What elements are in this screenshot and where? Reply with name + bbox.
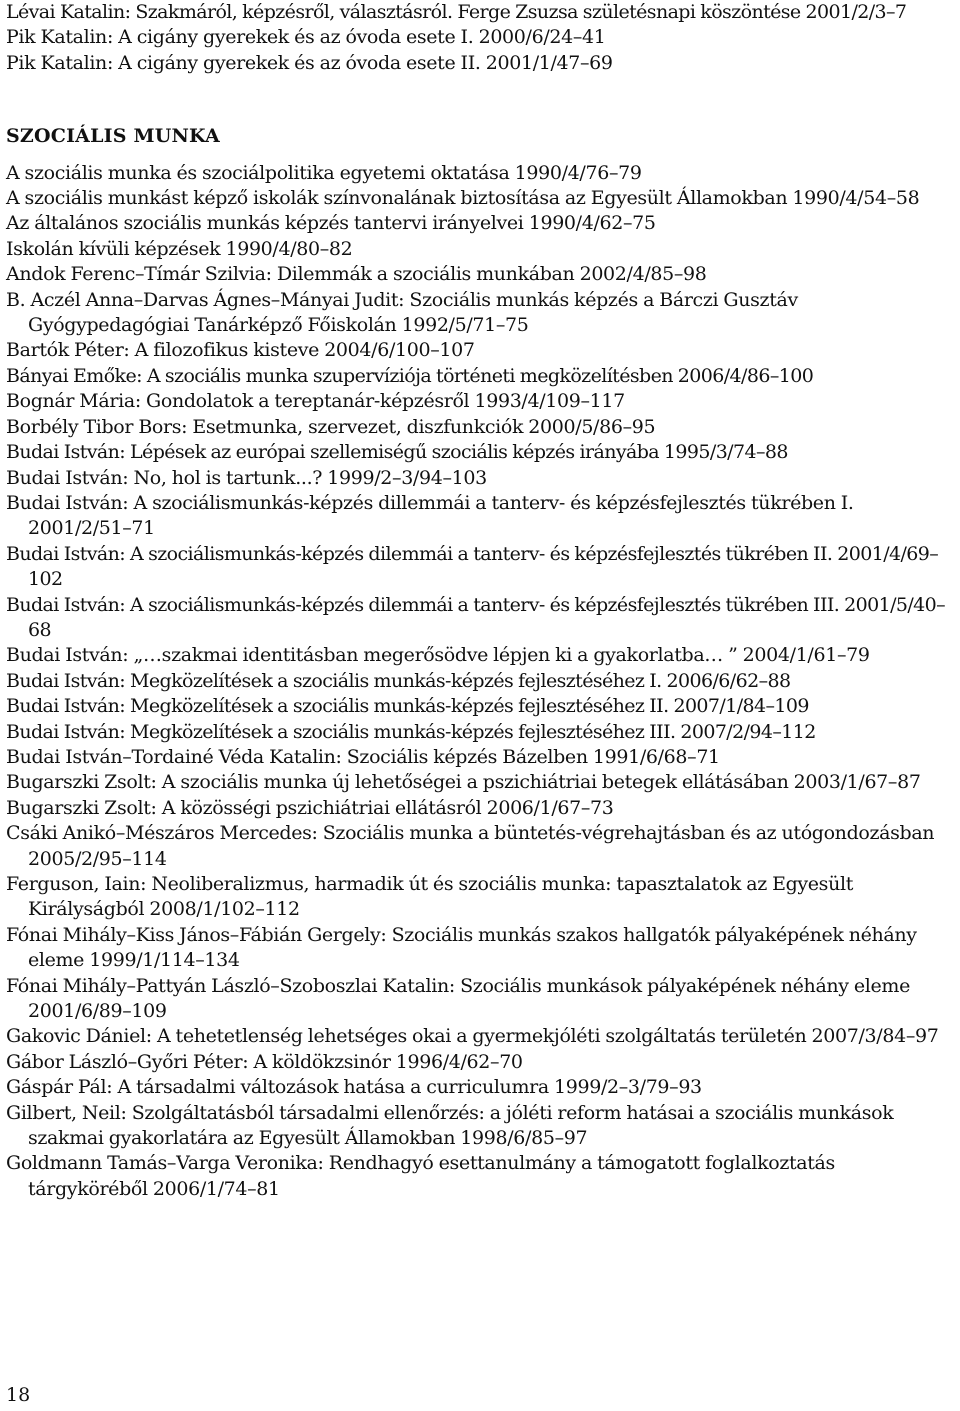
bibliography-entry: Goldmann Tamás–Varga Veronika: Rendhagyó esettanulmány a támogatott foglalkoztatás tárgyköréből 2006/1/74–81 — [6, 1152, 835, 1200]
bibliography-entry: Ferguson, Iain: Neoliberalizmus, harmadik út és szociális munka: tapasztalatok az Egyesült Királyságból 2008/1/102–112 — [6, 873, 853, 921]
bibliography-entry: Bartók Péter: A filozofikus kisteve 2004/6/100–107 — [6, 339, 475, 362]
bibliography-entry: Iskolán kívüli képzések 1990/4/80–82 — [6, 237, 353, 260]
bibliography-entry: A szociális munka és szociálpolitika egyetemi oktatása 1990/4/76–79 — [6, 161, 642, 184]
section-heading: SZOCIÁLIS MUNKA — [6, 125, 220, 148]
bibliography-entry: Budai István–Tordainé Véda Katalin: Szociális képzés Bázelben 1991/6/68–71 — [6, 745, 720, 768]
document-page — [6, 0, 956, 1202]
bibliography-entry: Budai István: A szociálismunkás-képzés dilemmái a tanterv- és képzésfejlesztés tükrében II. 2001/4/69–102 — [6, 542, 939, 591]
bibliography-entry: Budai István: Megközelítések a szociális munkás-képzés fejlesztéséhez I. 2006/6/62–88 — [6, 669, 791, 692]
bibliography-entry: Budai István: Megközelítések a szociális munkás-képzés fejlesztéséhez III. 2007/2/94–112 — [6, 720, 816, 743]
bibliography-entry: Budai István: Megközelítések a szociális munkás-képzés fejlesztéséhez II. 2007/1/84–109 — [6, 695, 809, 718]
bibliography-entry: Budai István: A szociálismunkás-képzés dillemmái a tanterv- és képzésfejlesztés tükrében I. 2001/2/51–71 — [6, 491, 854, 540]
bibliography-entry: Budai István: Lépések az európai szellemiségű szociális képzés irányába 1995/3/74–88 — [6, 441, 788, 464]
bibliography-entry: Budai István: A szociálismunkás-képzés dilemmái a tanterv- és képzésfejlesztés tükrében III. 2001/5/40–68 — [6, 593, 946, 641]
bibliography-entry: Gakovic Dániel: A tehetetlenség lehetséges okai a gyermekjóléti szolgáltatás területén 2007/3/84–97 — [6, 1025, 939, 1048]
bibliography-entry: Andok Ferenc–Tímár Szilvia: Dilemmák a szociális munkában 2002/4/85–98 — [6, 263, 707, 286]
bibliography-entry: Csáki Anikó–Mészáros Mercedes: Szociális munka a büntetés-végrehajtásban és az utógondozásban 2005/2/95–114 — [6, 822, 935, 870]
bibliography-entry: Bányai Emőke: A szociális munka szupervíziója történeti megközelítésben 2006/4/86–100 — [6, 364, 814, 387]
bibliography-entry: Budai István: No, hol is tartunk...? 1999/2–3/94–103 — [6, 466, 487, 489]
bibliography-entry: Pik Katalin: A cigány gyerekek és az óvoda esete II. 2001/1/47–69 — [6, 51, 613, 74]
bibliography-entry: Lévai Katalin: Szakmáról, képzésről, választásról. Ferge Zsuzsa születésnapi köszöntése 2001/2/3–7 — [6, 1, 907, 23]
bibliography-entry: A szociális munkást képző iskolák színvonalának biztosítása az Egyesült Államokban 1990/4/54–58 — [6, 187, 920, 210]
bibliography-entry: Az általános szociális munkás képzés tantervi irányelvei 1990/4/62–75 — [6, 212, 656, 235]
bibliography-entry: Pik Katalin: A cigány gyerekek és az óvoda esete I. 2000/6/24–41 — [6, 26, 606, 49]
bibliography-entry: Bugarszki Zsolt: A szociális munka új lehetőségei a pszichiátriai betegek ellátásában 2003/1/67–87 — [6, 771, 921, 794]
bibliography-entry: Fónai Mihály–Kiss János–Fábián Gergely: Szociális munkás szakos hallgatók pályaképének néhány eleme 1999/1/114–134 — [6, 923, 917, 972]
bibliography-entry: Bognár Mária: Gondolatok a tereptanár-képzésről 1993/4/109–117 — [6, 390, 625, 413]
bibliography-entry: Borbély Tibor Bors: Esetmunka, szervezet, diszfunkciók 2000/5/86–95 — [6, 415, 656, 438]
bibliography-entry: Gábor László–Győri Péter: A köldökzsinór 1996/4/62–70 — [6, 1050, 523, 1073]
bibliography-entry: Bugarszki Zsolt: A közösségi pszichiátriai ellátásról 2006/1/67–73 — [6, 796, 614, 819]
page-number: 18 — [6, 1384, 31, 1406]
bibliography-entry: B. Aczél Anna–Darvas Ágnes–Mányai Judit: Szociális munkás képzés a Bárczi Gusztáv Gyógypedagógiai Tanárképző Főiskolán 1992/5/71–75 — [6, 288, 798, 337]
bibliography-entry: Gáspár Pál: A társadalmi változások hatása a curriculumra 1999/2–3/79–93 — [6, 1076, 702, 1099]
bibliography-entry: Fónai Mihály–Pattyán László–Szoboszlai Katalin: Szociális munkások pályaképének néhány eleme 2001/6/89–109 — [6, 974, 910, 1023]
bibliography-entry: Gilbert, Neil: Szolgáltatásból társadalmi ellenőrzés: a jóléti reform hatásai a szociális munkások szakmai gyakorlatára az Egyesült Államokban 1998/6/85–97 — [6, 1101, 894, 1150]
bibliography-entry: Budai István: „…szakmai identitásban megerősödve lépjen ki a gyakorlatba… ” 2004/1/61–79 — [6, 644, 870, 667]
